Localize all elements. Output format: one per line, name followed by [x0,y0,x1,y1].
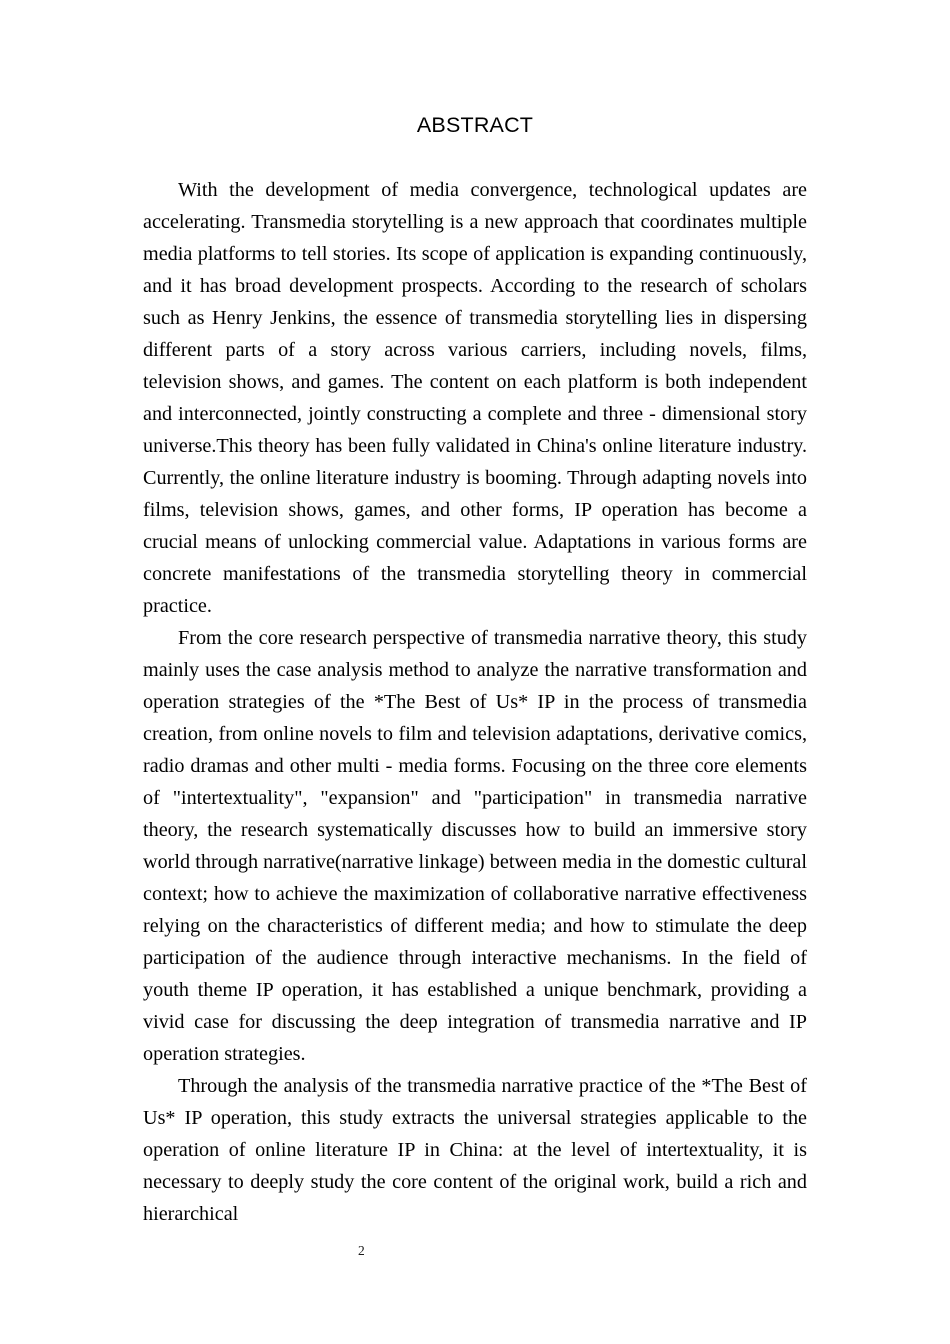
page-title: ABSTRACT [416,113,534,137]
abstract-body [143,174,807,1230]
paragraph: From the core research perspective of transmedia narrative theory, this study mainly uses the case analysis method to analyze the narrative transformation and operation strategies of the *The Best of Us* IP in the process of transmedia creation, from online novels to film and television adaptations, derivative comics, radio dramas and other multi - media forms. Focusing on the three core elements of "intertextuality", "expansion" and "participation" in transmedia narrative theory, the research systematically discusses how to build an immersive story world through narrative(narrative linkage) between media in the domestic cultural context; how to achieve the maximization of collaborative narrative effectiveness relying on the characteristics of different media; and how to stimulate the deep participation of the audience through interactive mechanisms. In the field of youth theme IP operation, it has established a unique benchmark, providing a vivid case for discussing the deep integration of transmedia narrative and IP operation strategies. [143,627,807,1065]
page-content-frame [143,110,807,1230]
paragraph: Through the analysis of the transmedia narrative practice of the *The Best of Us* IP operation, this study extracts the universal strategies applicable to the operation of online literature IP in China: at the level of intertextuality, it is necessary to deeply study the core content of the original work, build a rich and hierarchical [143,1075,807,1225]
paragraph: With the development of media convergence, technological updates are accelerating. Transmedia storytelling is a new approach that coordinates multiple media platforms to tell stories. Its scope of application is expanding continuously, and it has broad development prospects. According to the research of scholars such as Henry Jenkins, the essence of transmedia storytelling lies in dispersing different parts of a story across various carriers, including novels, films, television shows, and games. The content on each platform is both independent and interconnected, jointly constructing a complete and three - dimensional story universe.This theory has been fully validated in China's online literature industry. Currently, the online literature industry is booming. Through adapting novels into films, television shows, games, and other forms, IP operation has become a crucial means of unlocking commercial value. Adaptations in various forms are concrete manifestations of the transmedia storytelling theory in commercial practice. [143,179,807,617]
page-number: 2 [358,1243,365,1258]
